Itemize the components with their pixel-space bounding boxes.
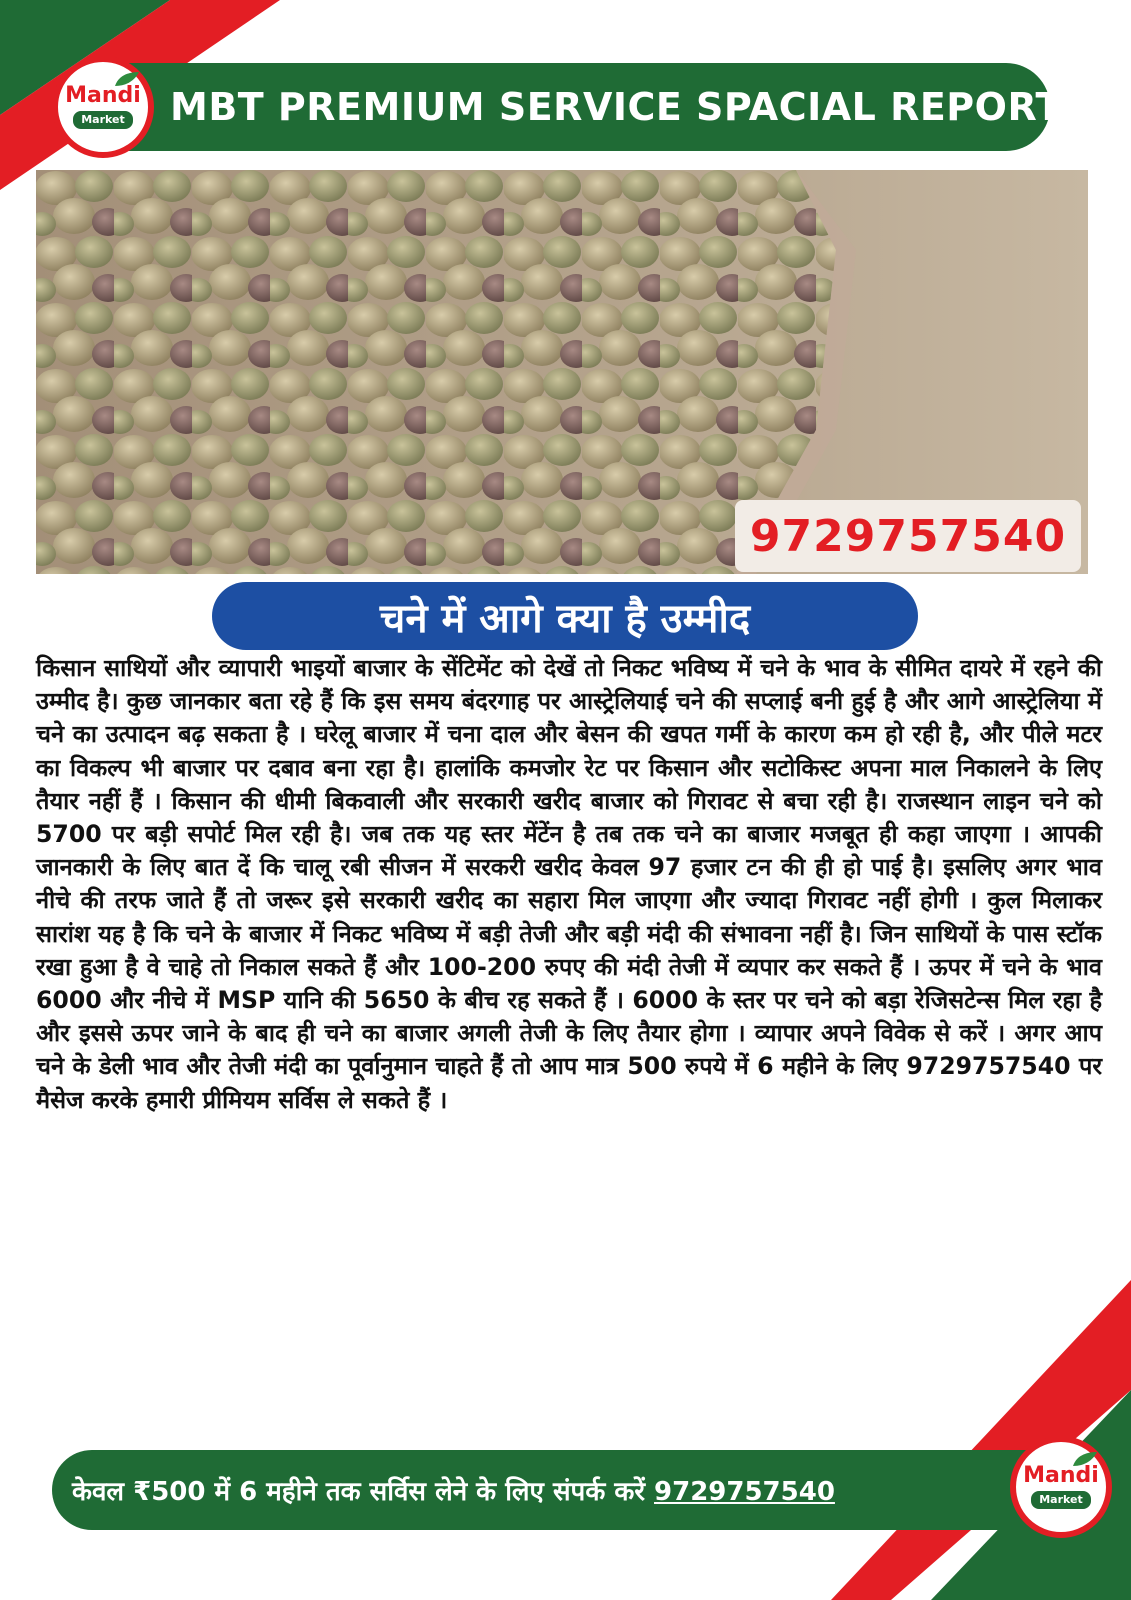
logo-mandi-text: Mandi <box>65 83 141 108</box>
logo-mandi-text: Mandi <box>1023 1463 1099 1488</box>
footer-text <box>72 1472 835 1508</box>
leaf-icon <box>1071 1450 1099 1468</box>
mandi-market-logo-bottom <box>1010 1436 1112 1538</box>
header-banner <box>98 63 1062 151</box>
headline-text: चने में आगे क्या है उम्मीद <box>379 595 751 642</box>
footer-phone-link[interactable]: 9729757540 <box>654 1477 835 1507</box>
headline-banner <box>212 582 918 650</box>
phone-number-badge <box>735 500 1081 572</box>
phone-number: 9729757540 <box>749 510 1067 562</box>
leaf-icon <box>113 70 141 88</box>
article-body: किसान साथियों और व्यापारी भाइयों बाजार के सेंटिमेंट को देखें तो निकट भविष्य में चने के भाव के सीमित दायरे में रहने की उम्मीद है। कुछ जानकार बता रहे हैं कि इस समय बंदरगाह पर आस्ट्रेलियाई चने की सप्लाई बनी हुई है और आगे आस्ट्रेलिया में चने का उत्पादन बढ़ सकता है । घरेलू बाजार में चना दाल और बेसन की खपत गर्मी के कारण कम हो रही है, और पीले मटर का विकल्प भी बाजार पर दबाव बना रहा है। हालांकि कमजोर रेट पर किसान और सटोकिस्ट अपना माल निकालने के लिए तैयार नहीं हैं । किसान की धीमी बिकवाली और सरकारी खरीद बाजार को गिरावट से बचा रही है। राजस्थान लाइन चने को 5700 पर बड़ी सपोर्ट मिल रही है। जब तक यह स्तर मेंटेंन है तब तक चने का बाजार मजबूत ही कहा जाएगा । आपकी जानकारी के लिए बात दें कि चालू रबी सीजन में सरकरी खरीद केवल 97 हजार टन की ही हो पाई है। इसलिए अगर भाव नीचे की तरफ जाते हैं तो जरूर इसे सरकारी खरीद का सहारा मिल जाएगा और ज्यादा गिरावट नहीं होगी । कुल मिलाकर सारांश यह है कि चने के बाजार में निकट भविष्य में बड़ी तेजी और बड़ी मंदी की संभावना नहीं है। जिन साथियों के पास स्टॉक रखा हुआ है वे चाहे तो निकाल सकते हैं और 100-200 रुपए की मंदी तेजी में व्यपार कर सकते हैं । ऊपर में चने के भाव 6000 और नीचे में MSP यानि की 5650 के बीच रह सकते हैं । 6000 के स्तर पर चने को बड़ा रेजिसटेन्स मिल रहा है और इससे ऊपर जाने के बाद ही चने का बाजार अगली तेजी के लिए तैयार होगा । व्यापार अपने विवेक से करें । अगर आप चने के डेली भाव और तेजी मंदी का पूर्वानुमान चाहते हैं तो आप मात्र 500 रुपये में 6 महीने के लिए 9729757540 पर मैसेज करके हमारी प्रीमियम सर्विस ले सकते हैं । <box>36 654 1102 1114</box>
footer-message: केवल ₹500 में 6 महीने तक सर्विस लेने के लिए संपर्क करें <box>72 1477 655 1507</box>
logo-market-text: Market <box>73 111 133 129</box>
mandi-market-logo-top <box>52 56 154 158</box>
header-title: MBT PREMIUM SERVICE SPACIAL REPORT <box>170 85 1062 129</box>
bottom-right-corner-decoration <box>831 1280 1131 1600</box>
logo-market-text: Market <box>1031 1491 1091 1509</box>
footer-banner <box>52 1450 1042 1530</box>
